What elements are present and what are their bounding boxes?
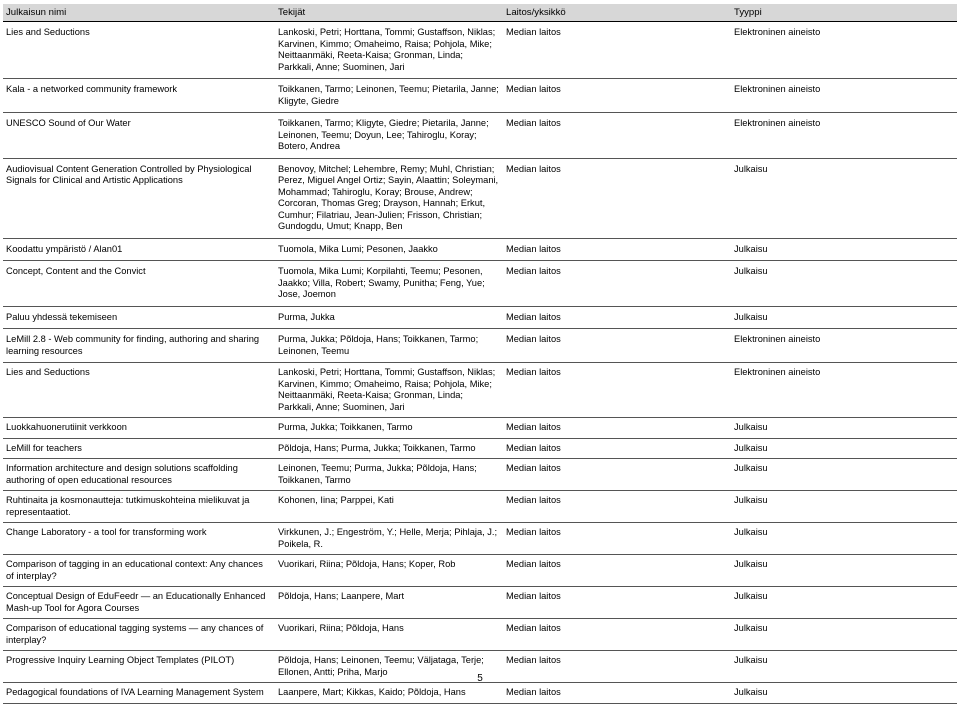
type-cell: Julkaisu: [731, 619, 957, 651]
table-row: [3, 261, 957, 307]
department-cell: Median laitos: [503, 683, 731, 704]
type-cell: Elektroninen aineisto: [731, 113, 957, 159]
department-cell: Median laitos: [503, 306, 731, 329]
type-cell: Julkaisu: [731, 418, 957, 439]
header-publication-name: Julkaisun nimi: [3, 4, 275, 22]
authors-cell: Purma, Jukka: [275, 306, 503, 329]
table-row: [3, 79, 957, 113]
authors-cell: Tuomola, Mika Lumi; Korpilahti, Teemu; Pesonen, Jaakko; Villa, Robert; Swamy, Punitha; Feng, Yue; Jose, Joemon: [275, 261, 503, 307]
table-row: [3, 363, 957, 418]
department-cell: Median laitos: [503, 587, 731, 619]
publication-name-cell: Pedagogical foundations of IVA Learning Management System: [3, 683, 275, 704]
type-cell: Julkaisu: [731, 683, 957, 704]
publication-name-cell: LeMill 2.8 - Web community for finding, authoring and sharing learning resources: [3, 329, 275, 363]
authors-cell: Benovoy, Mitchel; Lehembre, Remy; Muhl, Christian; Perez, Miguel Angel Ortiz; Sayin, Alaattin; Soleymani, Mohammad; Tahiroglu, Koray; Brouse, Andrew; Corcoran, Thomas Greg; Drayson, Hannah; Erkut, Cumhur; Filatriau, Jean-Julien; Frisson, Christian; Gundogdu, Umut; Knapp, Ben: [275, 158, 503, 238]
table-row: [3, 418, 957, 439]
authors-cell: Kohonen, Iina; Parppei, Kati: [275, 491, 503, 523]
department-cell: Median laitos: [503, 459, 731, 491]
type-cell: Julkaisu: [731, 261, 957, 307]
authors-cell: Põldoja, Hans; Laanpere, Mart: [275, 587, 503, 619]
type-cell: Julkaisu: [731, 158, 957, 238]
page-number: 5: [477, 673, 483, 684]
table-row: [3, 158, 957, 238]
publication-name-cell: Koodattu ympäristö / Alan01: [3, 238, 275, 261]
department-cell: Median laitos: [503, 491, 731, 523]
table-row: [3, 22, 957, 79]
authors-cell: Purma, Jukka; Toikkanen, Tarmo: [275, 418, 503, 439]
type-cell: Julkaisu: [731, 491, 957, 523]
table-header-row: [3, 4, 957, 22]
department-cell: Median laitos: [503, 418, 731, 439]
publication-name-cell: Kala - a networked community framework: [3, 79, 275, 113]
department-cell: Median laitos: [503, 329, 731, 363]
department-cell: Median laitos: [503, 651, 731, 683]
department-cell: Median laitos: [503, 363, 731, 418]
authors-cell: Toikkanen, Tarmo; Kligyte, Giedre; Pietarila, Janne; Leinonen, Teemu; Doyun, Lee; Tahiroglu, Koray; Botero, Andrea: [275, 113, 503, 159]
table-row: [3, 113, 957, 159]
header-type: Tyyppi: [731, 4, 957, 22]
department-cell: Median laitos: [503, 22, 731, 79]
table-row: [3, 523, 957, 555]
table-row: [3, 438, 957, 459]
table-row: [3, 587, 957, 619]
header-department: Laitos/yksikkö: [503, 4, 731, 22]
type-cell: Elektroninen aineisto: [731, 79, 957, 113]
type-cell: Julkaisu: [731, 555, 957, 587]
authors-cell: Purma, Jukka; Põldoja, Hans; Toikkanen, Tarmo; Leinonen, Teemu: [275, 329, 503, 363]
publication-name-cell: Concept, Content and the Convict: [3, 261, 275, 307]
authors-cell: Põldoja, Hans; Leinonen, Teemu; Väljataga, Terje; Ellonen, Antti; Priha, Marjo: [275, 651, 503, 683]
authors-cell: Põldoja, Hans; Purma, Jukka; Toikkanen, Tarmo: [275, 438, 503, 459]
authors-cell: Vuorikari, Riina; Põldoja, Hans: [275, 619, 503, 651]
authors-cell: Lankoski, Petri; Horttana, Tommi; Gustaffson, Niklas; Karvinen, Kimmo; Omaheimo, Raisa; Pohjola, Mike; Neittaanmäki, Reeta-Kaisa; Gronman, Linda; Parkkali, Anne; Suominen, Jari: [275, 363, 503, 418]
department-cell: Median laitos: [503, 79, 731, 113]
publication-name-cell: Information architecture and design solutions scaffolding authoring of open educational resources: [3, 459, 275, 491]
authors-cell: Leinonen, Teemu; Purma, Jukka; Põldoja, Hans; Toikkanen, Tarmo: [275, 459, 503, 491]
type-cell: Julkaisu: [731, 438, 957, 459]
department-cell: Median laitos: [503, 523, 731, 555]
type-cell: Elektroninen aineisto: [731, 329, 957, 363]
table-row: [3, 619, 957, 651]
type-cell: Elektroninen aineisto: [731, 22, 957, 79]
publication-name-cell: Change Laboratory - a tool for transforming work: [3, 523, 275, 555]
publication-name-cell: Progressive Inquiry Learning Object Templates (PILOT): [3, 651, 275, 683]
type-cell: Julkaisu: [731, 238, 957, 261]
table-row: [3, 555, 957, 587]
authors-cell: Laanpere, Mart; Kikkas, Kaido; Põldoja, Hans: [275, 683, 503, 704]
publication-name-cell: Luokkahuonerutiinit verkkoon: [3, 418, 275, 439]
publication-name-cell: Paluu yhdessä tekemiseen: [3, 306, 275, 329]
table-row: [3, 491, 957, 523]
publication-name-cell: Lies and Seductions: [3, 22, 275, 79]
department-cell: Median laitos: [503, 238, 731, 261]
type-cell: Julkaisu: [731, 306, 957, 329]
authors-cell: Toikkanen, Tarmo; Leinonen, Teemu; Pietarila, Janne; Kligyte, Giedre: [275, 79, 503, 113]
type-cell: Julkaisu: [731, 523, 957, 555]
publication-name-cell: Comparison of tagging in an educational context: Any chances of interplay?: [3, 555, 275, 587]
table-row: [3, 329, 957, 363]
type-cell: Julkaisu: [731, 651, 957, 683]
type-cell: Julkaisu: [731, 587, 957, 619]
department-cell: Median laitos: [503, 158, 731, 238]
publication-table: [3, 4, 957, 704]
publication-list-page: [3, 4, 957, 704]
authors-cell: Virkkunen, J.; Engeström, Y.; Helle, Merja; Pihlaja, J.; Poikela, R.: [275, 523, 503, 555]
type-cell: Julkaisu: [731, 459, 957, 491]
header-authors: Tekijät: [275, 4, 503, 22]
table-row: [3, 238, 957, 261]
authors-cell: Lankoski, Petri; Horttana, Tommi; Gustaffson, Niklas; Karvinen, Kimmo; Omaheimo, Raisa; Pohjola, Mike; Neittaanmäki, Reeta-Kaisa; Gronman, Linda; Parkkali, Anne; Suominen, Jari: [275, 22, 503, 79]
publication-name-cell: Audiovisual Content Generation Controlled by Physiological Signals for Clinical and Artistic Applications: [3, 158, 275, 238]
department-cell: Median laitos: [503, 261, 731, 307]
publication-name-cell: Conceptual Design of EduFeedr — an Educationally Enhanced Mash-up Tool for Agora Courses: [3, 587, 275, 619]
publication-name-cell: Comparison of educational tagging systems — any chances of interplay?: [3, 619, 275, 651]
authors-cell: Tuomola, Mika Lumi; Pesonen, Jaakko: [275, 238, 503, 261]
table-row: [3, 459, 957, 491]
publication-name-cell: Lies and Seductions: [3, 363, 275, 418]
department-cell: Median laitos: [503, 438, 731, 459]
table-row: [3, 306, 957, 329]
type-cell: Elektroninen aineisto: [731, 363, 957, 418]
publication-name-cell: Ruhtinaita ja kosmonautteja: tutkimuskohteina mielikuvat ja representaatiot.: [3, 491, 275, 523]
authors-cell: Vuorikari, Riina; Põldoja, Hans; Koper, Rob: [275, 555, 503, 587]
department-cell: Median laitos: [503, 113, 731, 159]
department-cell: Median laitos: [503, 555, 731, 587]
department-cell: Median laitos: [503, 619, 731, 651]
publication-name-cell: UNESCO Sound of Our Water: [3, 113, 275, 159]
publication-name-cell: LeMill for teachers: [3, 438, 275, 459]
